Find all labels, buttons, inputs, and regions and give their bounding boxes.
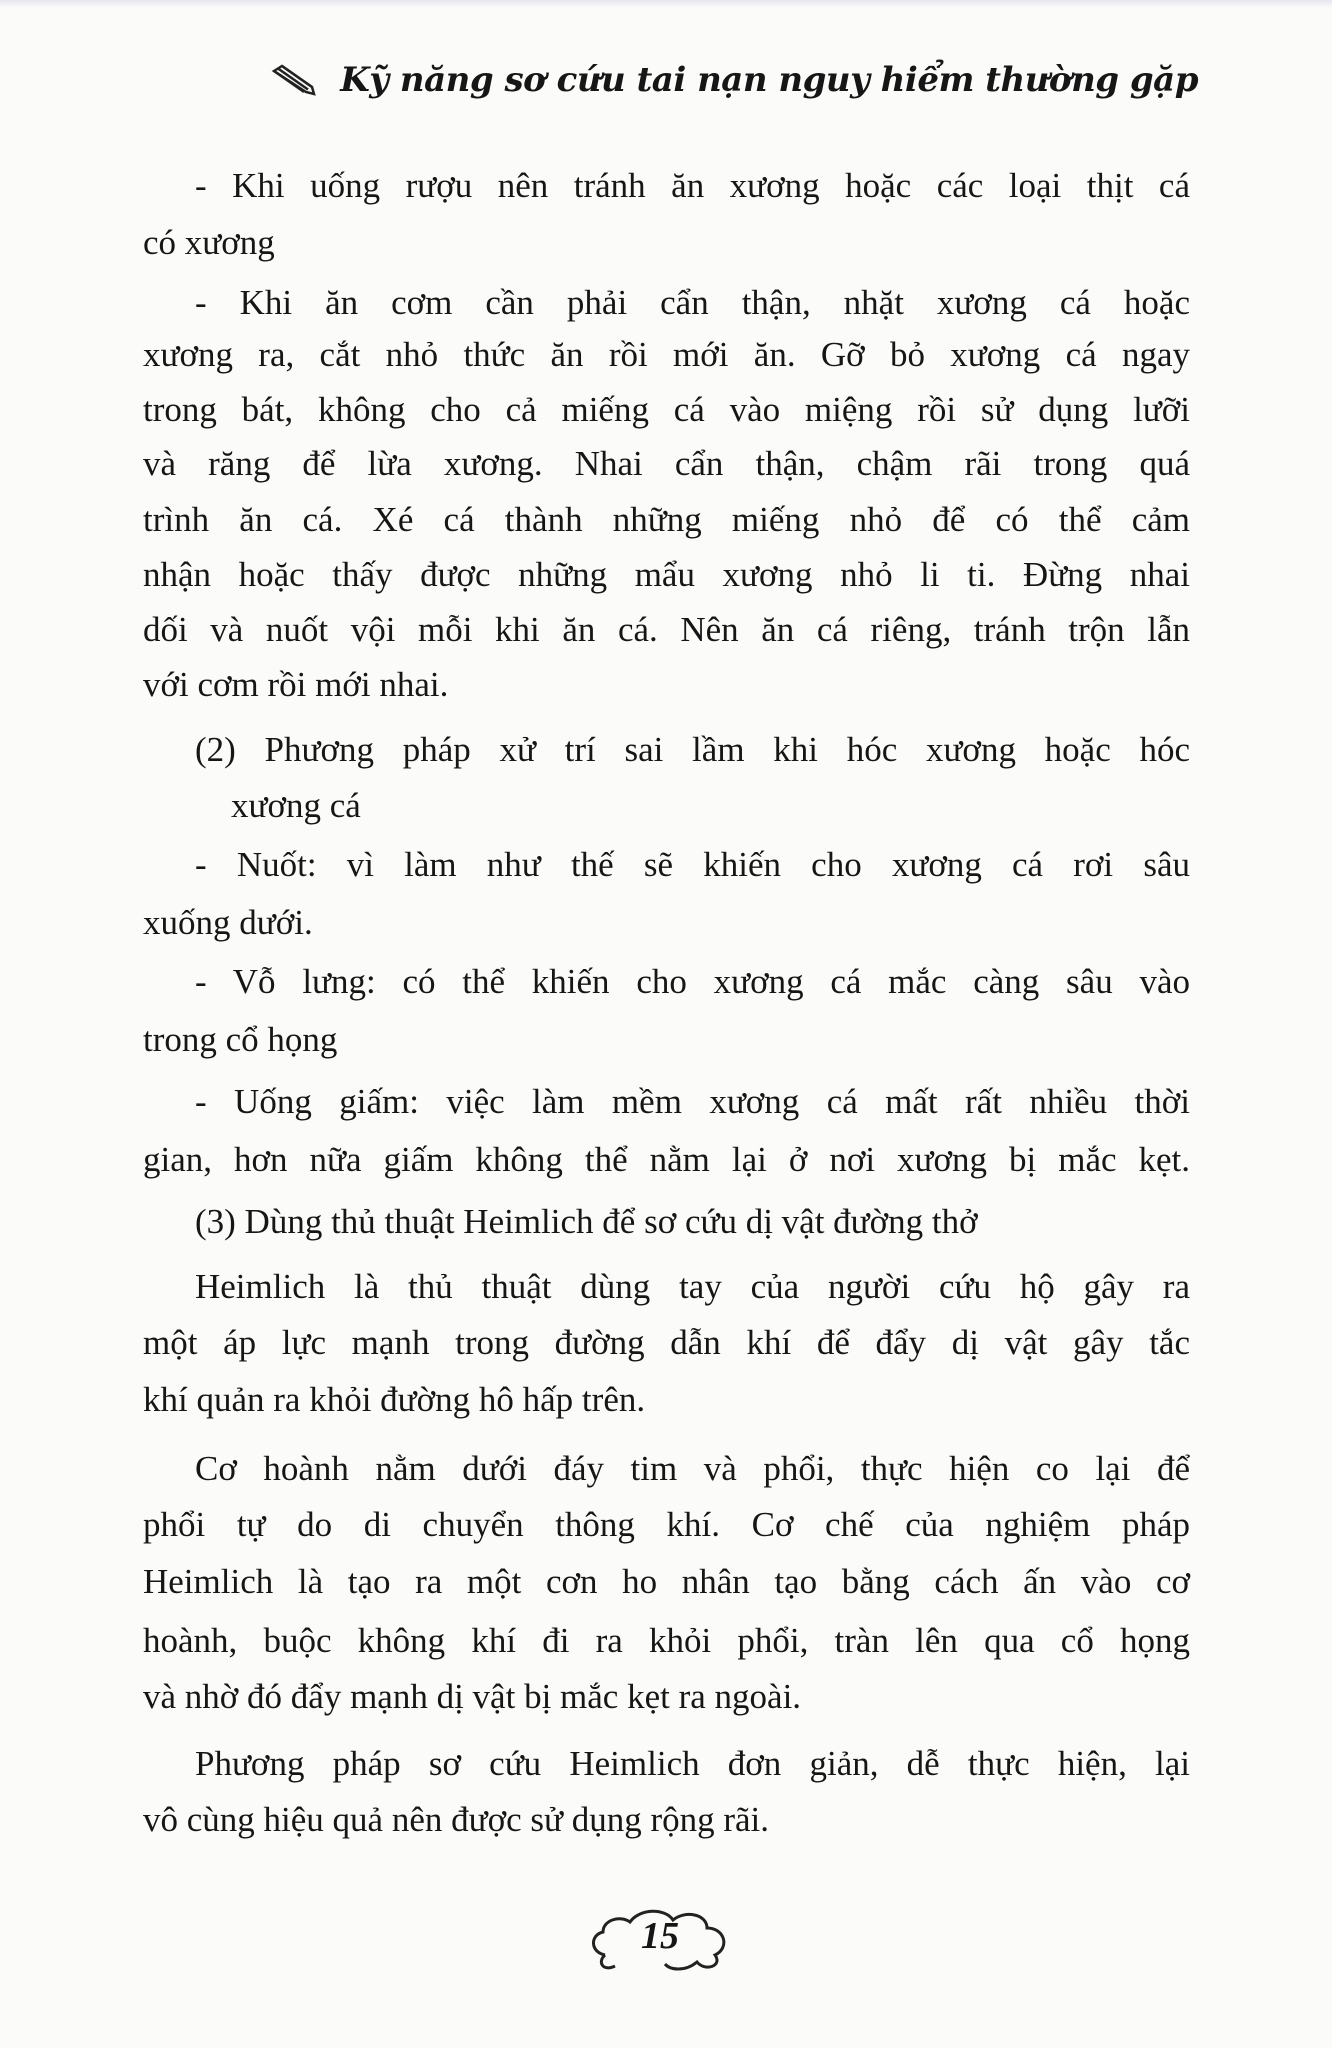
text-line: trình ăn cá. Xé cá thành những miếng nhỏ để có thể cảm [143, 500, 1190, 539]
text-line: trong bát, không cho cả miếng cá vào miệng rồi sử dụng lưỡi [143, 390, 1190, 429]
text-line: Heimlich là thủ thuật dùng tay của người cứu hộ gây ra [195, 1267, 1190, 1306]
text-line: hoành, buộc không khí đi ra khỏi phổi, tràn lên qua cổ họng [143, 1621, 1190, 1660]
page-number: 15 [641, 1915, 679, 1957]
text-line: một áp lực mạnh trong đường dẫn khí để đẩy dị vật gây tắc [143, 1323, 1190, 1362]
text-line: phổi tự do di chuyển thông khí. Cơ chế của nghiệm pháp [143, 1505, 1190, 1544]
text-line: xuống dưới. [143, 903, 313, 942]
text-line: nhận hoặc thấy được những mẩu xương nhỏ li ti. Đừng nhai [143, 555, 1190, 594]
header-title: Kỹ năng sơ cứu tai nạn nguy hiểm thường gặp [340, 60, 1198, 100]
text-line: - Khi uống rượu nên tránh ăn xương hoặc các loại thịt cá [195, 166, 1190, 205]
text-line: gian, hơn nữa giấm không thể nằm lại ở nơi xương bị mắc kẹt. [143, 1140, 1190, 1179]
text-line: dối và nuốt vội mỗi khi ăn cá. Nên ăn cá riêng, tránh trộn lẫn [143, 610, 1190, 649]
text-line: - Vỗ lưng: có thể khiến cho xương cá mắc càng sâu vào [195, 962, 1190, 1001]
text-line: và nhờ đó đẩy mạnh dị vật bị mắc kẹt ra ngoài. [143, 1677, 802, 1716]
running-header [238, 52, 1198, 108]
text-line: - Nuốt: vì làm như thế sẽ khiến cho xương cá rơi sâu [195, 845, 1190, 884]
text-line: khí quản ra khỏi đường hô hấp trên. [143, 1380, 646, 1419]
text-line: xương cá [231, 786, 361, 825]
text-line: (2) Phương pháp xử trí sai lầm khi hóc xương hoặc hóc [195, 730, 1190, 769]
text-line: có xương [143, 223, 275, 262]
page-number-badge [585, 1900, 735, 1980]
text-line: với cơm rồi mới nhai. [143, 665, 449, 704]
text-line: xương ra, cắt nhỏ thức ăn rồi mới ăn. Gỡ bỏ xương cá ngay [143, 335, 1190, 374]
pencil-icon [268, 63, 318, 97]
text-line: và răng để lừa xương. Nhai cẩn thận, chậm rãi trong quá [143, 444, 1190, 483]
text-line: - Uống giấm: việc làm mềm xương cá mất rất nhiều thời [195, 1082, 1190, 1121]
text-line: Heimlich là tạo ra một cơn ho nhân tạo bằng cách ấn vào cơ [143, 1562, 1190, 1601]
text-line: Cơ hoành nằm dưới đáy tim và phổi, thực hiện co lại để [195, 1449, 1190, 1488]
scan-edge [0, 0, 1332, 8]
text-line: (3) Dùng thủ thuật Heimlich để sơ cứu dị vật đường thở [195, 1202, 978, 1241]
text-line: trong cổ họng [143, 1020, 338, 1059]
text-line: Phương pháp sơ cứu Heimlich đơn giản, dễ thực hiện, lại [195, 1744, 1190, 1783]
text-line: vô cùng hiệu quả nên được sử dụng rộng rãi. [143, 1800, 770, 1839]
text-line: - Khi ăn cơm cần phải cẩn thận, nhặt xương cá hoặc [195, 283, 1190, 322]
